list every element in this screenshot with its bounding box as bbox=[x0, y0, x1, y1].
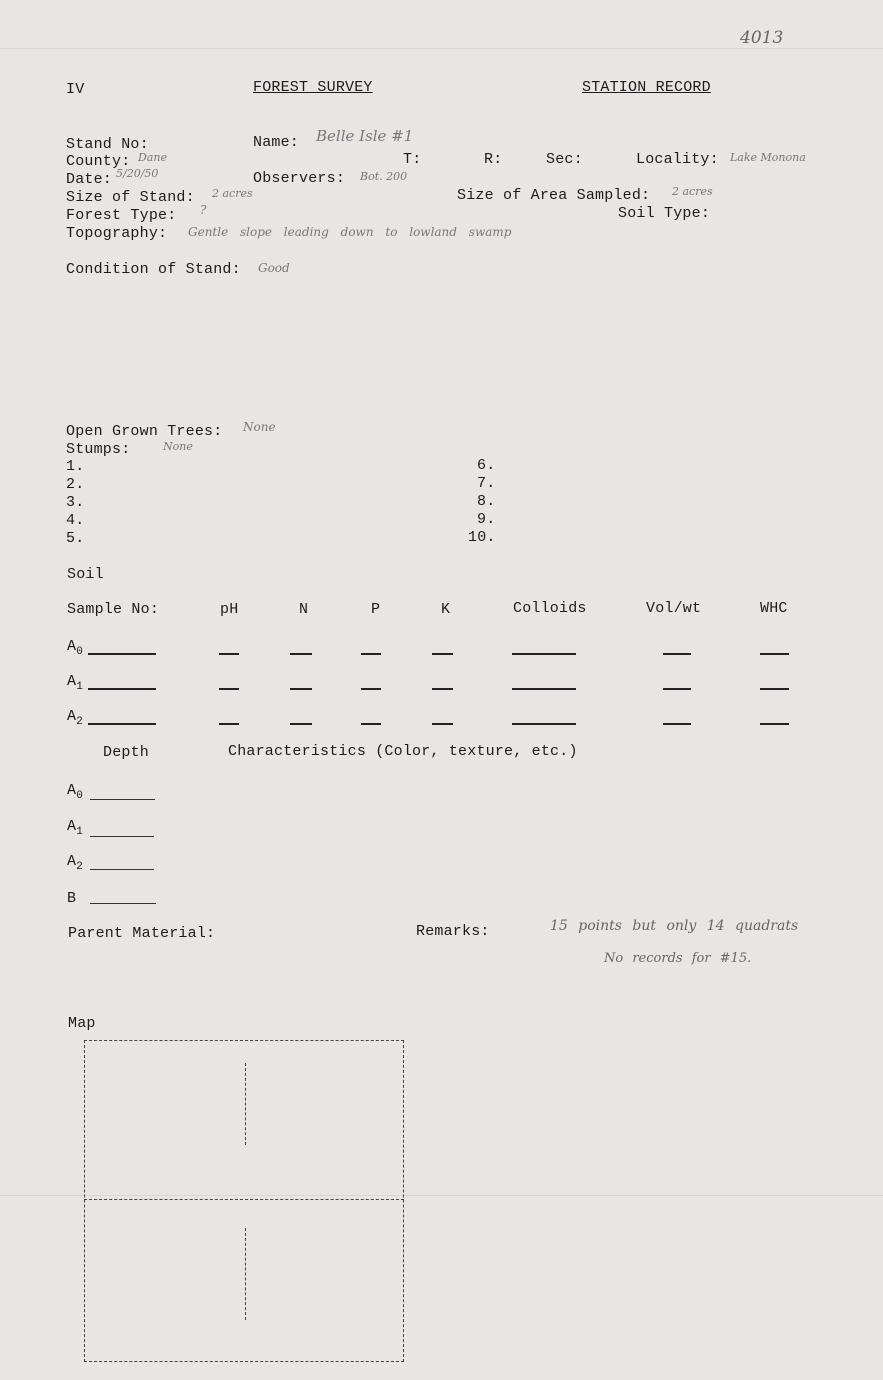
map-grid bbox=[84, 1040, 404, 1362]
stand-no-label: Stand No: bbox=[66, 136, 149, 153]
horizon-label: $A_0$ bbox=[67, 638, 84, 658]
size-of-area-value: 2 acres bbox=[672, 185, 713, 198]
soil-header-colloids: Colloids bbox=[513, 600, 587, 617]
p-blank bbox=[361, 688, 381, 690]
forest-type-value: ? bbox=[200, 203, 207, 217]
depth-blank bbox=[90, 903, 156, 904]
map-grid-tick bbox=[245, 1063, 246, 1145]
stump-number: 10. bbox=[468, 529, 496, 546]
soil-header-p: P bbox=[371, 601, 381, 618]
stump-number: 5. bbox=[66, 530, 85, 547]
n-blank bbox=[290, 653, 312, 655]
stumps-label: Stumps: bbox=[66, 441, 131, 458]
sample-blank bbox=[88, 688, 156, 690]
name-value: Belle Isle #1 bbox=[316, 127, 414, 145]
locality-label: Locality: bbox=[636, 151, 719, 168]
volwt-blank bbox=[663, 653, 691, 655]
map-label: Map bbox=[68, 1015, 96, 1032]
soil-header-k: K bbox=[441, 601, 451, 618]
stump-number: 8. bbox=[477, 493, 496, 510]
soil-type-label: Soil Type: bbox=[618, 205, 711, 222]
horizon-label: $A_1$ bbox=[67, 673, 84, 693]
forest-type-label: Forest Type: bbox=[66, 207, 177, 224]
p-blank bbox=[361, 723, 381, 725]
p-blank bbox=[361, 653, 381, 655]
ph-blank bbox=[219, 723, 239, 725]
county-label: County: bbox=[66, 153, 131, 170]
date-label: Date: bbox=[66, 171, 113, 188]
paper-crease bbox=[0, 48, 883, 49]
stump-number: 6. bbox=[477, 457, 496, 474]
soil-header-n: N bbox=[299, 601, 309, 618]
remarks-line-1: 15 points but only 14 quadrats bbox=[550, 918, 799, 934]
record-type: STATION RECORD bbox=[582, 79, 711, 96]
n-blank bbox=[290, 723, 312, 725]
depth-blank bbox=[90, 836, 154, 837]
depth-label: Depth bbox=[103, 744, 150, 761]
stumps-value: None bbox=[163, 440, 193, 453]
depth-horizon-label: B bbox=[67, 890, 77, 907]
volwt-blank bbox=[663, 723, 691, 725]
open-grown-trees-label: Open Grown Trees: bbox=[66, 423, 223, 440]
n-blank bbox=[290, 688, 312, 690]
map-grid-midline bbox=[84, 1199, 404, 1200]
county-value: Dane bbox=[138, 151, 167, 164]
k-blank bbox=[432, 723, 453, 725]
stump-number: 9. bbox=[477, 511, 496, 528]
r-label: R: bbox=[484, 151, 503, 168]
depth-horizon-label: $A_1$ bbox=[67, 818, 84, 838]
stump-number: 4. bbox=[66, 512, 85, 529]
k-blank bbox=[432, 653, 453, 655]
whc-blank bbox=[760, 723, 789, 725]
ph-blank bbox=[219, 653, 239, 655]
stump-number: 3. bbox=[66, 494, 85, 511]
size-of-stand-value: 2 acres bbox=[212, 187, 253, 200]
remarks-label: Remarks: bbox=[416, 923, 490, 940]
soil-header-volwt: Vol/wt bbox=[646, 600, 702, 617]
soil-title: Soil bbox=[67, 566, 104, 583]
size-of-area-label: Size of Area Sampled: bbox=[457, 187, 651, 204]
stump-number: 1. bbox=[66, 458, 85, 475]
depth-horizon-label: $A_0$ bbox=[67, 782, 84, 802]
topography-label: Topography: bbox=[66, 225, 168, 242]
k-blank bbox=[432, 688, 453, 690]
observers-value: Bot. 200 bbox=[360, 170, 408, 183]
soil-header-whc: WHC bbox=[760, 600, 788, 617]
t-label: T: bbox=[403, 151, 422, 168]
colloids-blank bbox=[512, 723, 576, 725]
depth-blank bbox=[90, 799, 155, 800]
sample-blank bbox=[88, 653, 156, 655]
sample-blank bbox=[88, 723, 156, 725]
map-grid-tick bbox=[245, 1228, 246, 1320]
parent-material-label: Parent Material: bbox=[68, 925, 216, 942]
observers-label: Observers: bbox=[253, 170, 346, 187]
ph-blank bbox=[219, 688, 239, 690]
name-label: Name: bbox=[253, 134, 300, 151]
form-title: FOREST SURVEY bbox=[253, 79, 373, 96]
depth-horizon-label: $A_2$ bbox=[67, 853, 84, 873]
whc-blank bbox=[760, 653, 789, 655]
stump-number: 2. bbox=[66, 476, 85, 493]
horizon-label: $A_2$ bbox=[67, 708, 84, 728]
remarks-line-2: No records for #15. bbox=[604, 951, 752, 966]
whc-blank bbox=[760, 688, 789, 690]
volwt-blank bbox=[663, 688, 691, 690]
colloids-blank bbox=[512, 653, 576, 655]
sec-label: Sec: bbox=[546, 151, 583, 168]
depth-blank bbox=[90, 869, 154, 870]
section-number: IV bbox=[66, 81, 85, 98]
condition-value: Good bbox=[258, 261, 290, 275]
size-of-stand-label: Size of Stand: bbox=[66, 189, 195, 206]
characteristics-label: Characteristics (Color, texture, etc.) bbox=[228, 743, 578, 760]
doc-number: 4013 bbox=[740, 28, 784, 48]
colloids-blank bbox=[512, 688, 576, 690]
soil-header-ph: pH bbox=[220, 601, 239, 618]
topography-value: Gentle slope leading down to lowland swamp bbox=[188, 225, 512, 239]
condition-label: Condition of Stand: bbox=[66, 261, 241, 278]
soil-header-sample: Sample No: bbox=[67, 601, 160, 618]
stump-number: 7. bbox=[477, 475, 496, 492]
date-value: 5/20/50 bbox=[116, 167, 159, 180]
locality-value: Lake Monona bbox=[730, 151, 806, 164]
open-grown-trees-value: None bbox=[243, 420, 276, 434]
